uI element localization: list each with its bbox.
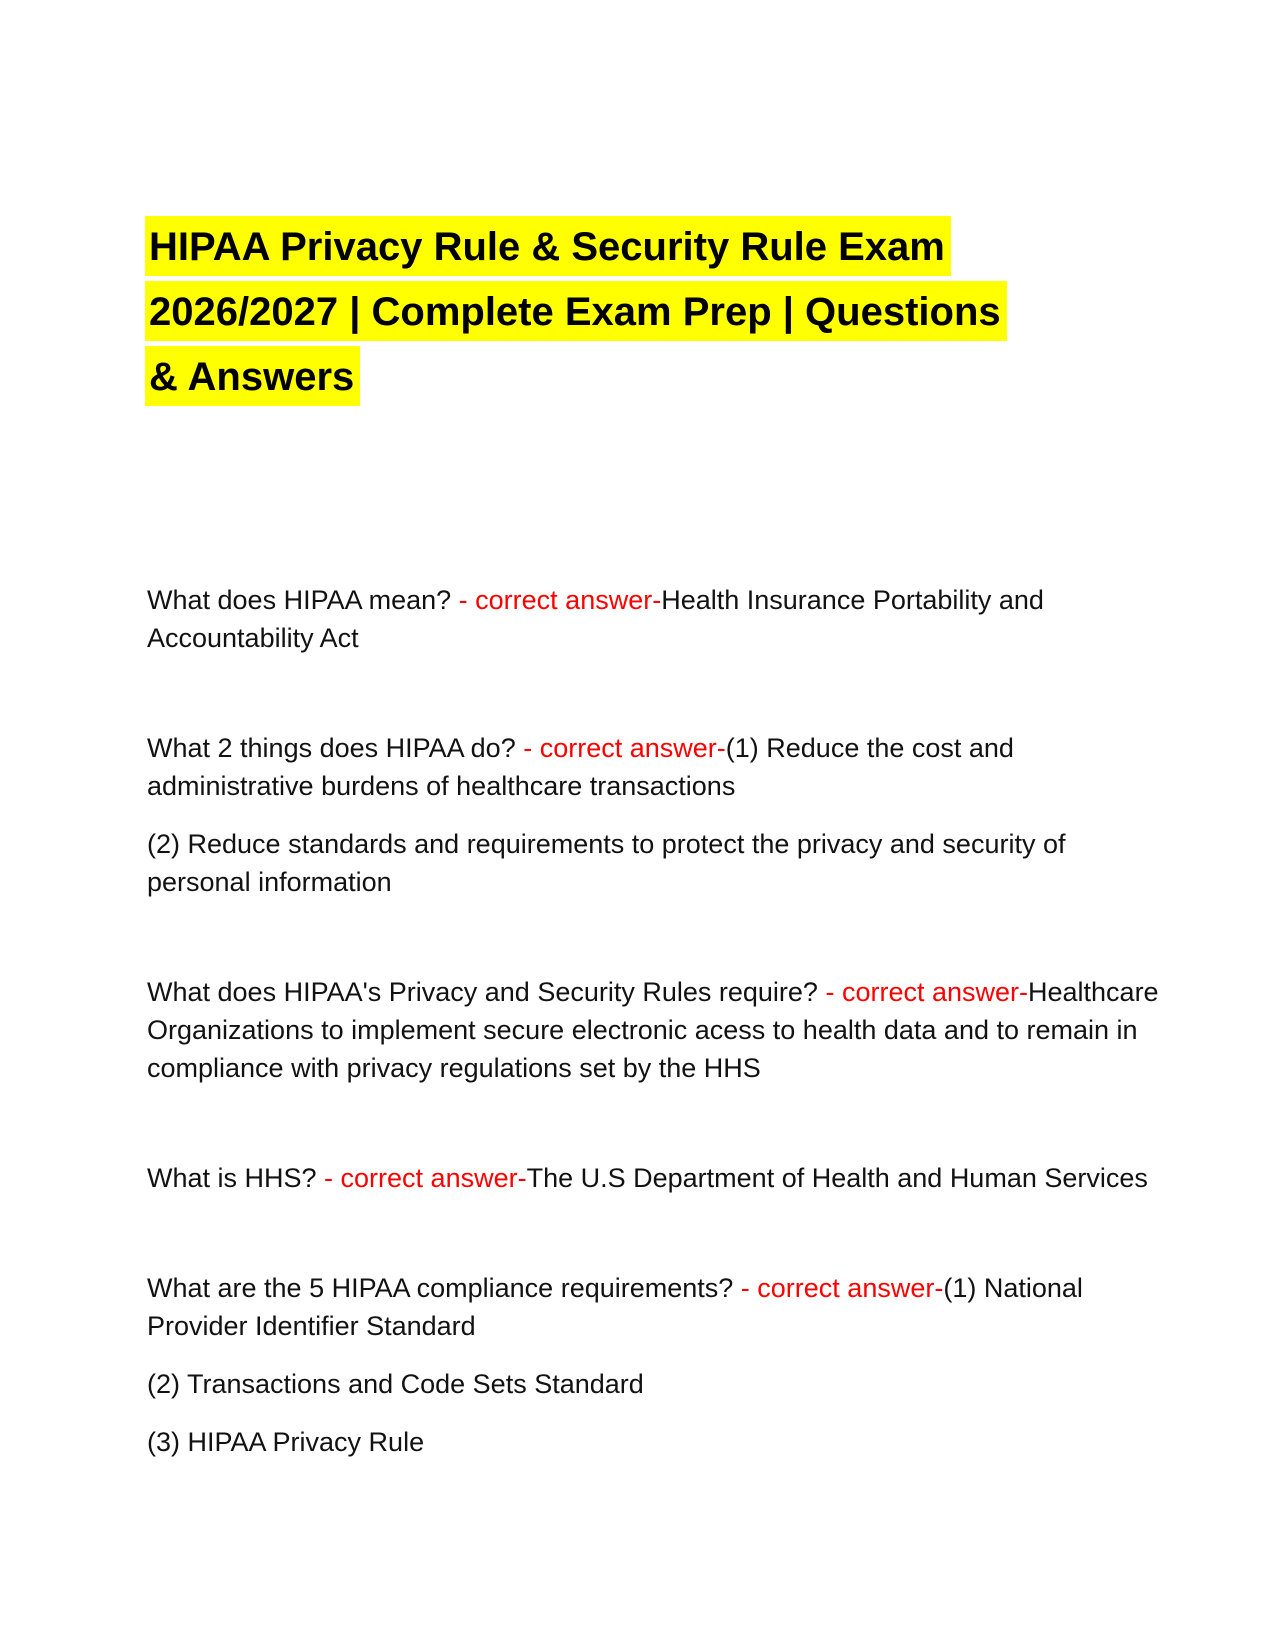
qa-question: What does HIPAA's Privacy and Security Rules require?	[147, 977, 826, 1007]
correct-answer-marker: - correct answer-	[523, 733, 726, 763]
correct-answer-marker: - correct answer-	[825, 977, 1028, 1007]
qa-paragraph	[147, 1159, 1172, 1197]
qa-paragraph	[147, 1269, 1172, 1345]
qa-paragraph	[147, 973, 1172, 1087]
qa-paragraph	[147, 729, 1172, 805]
title-line-3: & Answers	[145, 346, 360, 406]
qa-question: What is HHS?	[147, 1163, 325, 1193]
title-line-1: HIPAA Privacy Rule & Security Rule Exam	[145, 216, 951, 276]
title-line-2: 2026/2027 | Complete Exam Prep | Questions	[145, 281, 1007, 341]
correct-answer-marker: - correct answer-	[458, 585, 662, 615]
qa-paragraph	[147, 581, 1172, 657]
qa-answer: Healthcare Organizations to implement secure electronic acess to health data and to remain in compliance with privacy regulations set by the HHS	[147, 977, 1159, 1083]
qa-block-4	[147, 1159, 1172, 1197]
qa-question: What does HIPAA mean?	[147, 585, 459, 615]
qa-answer: (1) Reduce the cost and administrative burdens of healthcare transactions	[147, 733, 1014, 801]
qa-answer-paragraph: (2) Reduce standards and requirements to protect the privacy and security of personal information	[147, 829, 1066, 897]
document-title	[145, 215, 1175, 410]
qa-block-2	[147, 729, 1172, 901]
qa-question: What are the 5 HIPAA compliance requirements?	[147, 1273, 741, 1303]
correct-answer-marker: - correct answer-	[740, 1273, 944, 1303]
qa-answer: Health Insurance Portability and Accountability Act	[147, 585, 1044, 653]
qa-answer-paragraph: (2) Transactions and Code Sets Standard	[147, 1369, 644, 1399]
qa-block-3	[147, 973, 1172, 1087]
qa-answer: (1) National Provider Identifier Standard	[147, 1273, 1083, 1341]
qa-answer: The U.S Department of Health and Human Services	[526, 1163, 1148, 1193]
qa-question: What 2 things does HIPAA do?	[147, 733, 524, 763]
correct-answer-marker: - correct answer-	[324, 1163, 527, 1193]
qa-answer-paragraph: (3) HIPAA Privacy Rule	[147, 1427, 425, 1457]
qa-list	[147, 581, 1172, 1461]
qa-block-5	[147, 1269, 1172, 1461]
qa-block-1	[147, 581, 1172, 657]
